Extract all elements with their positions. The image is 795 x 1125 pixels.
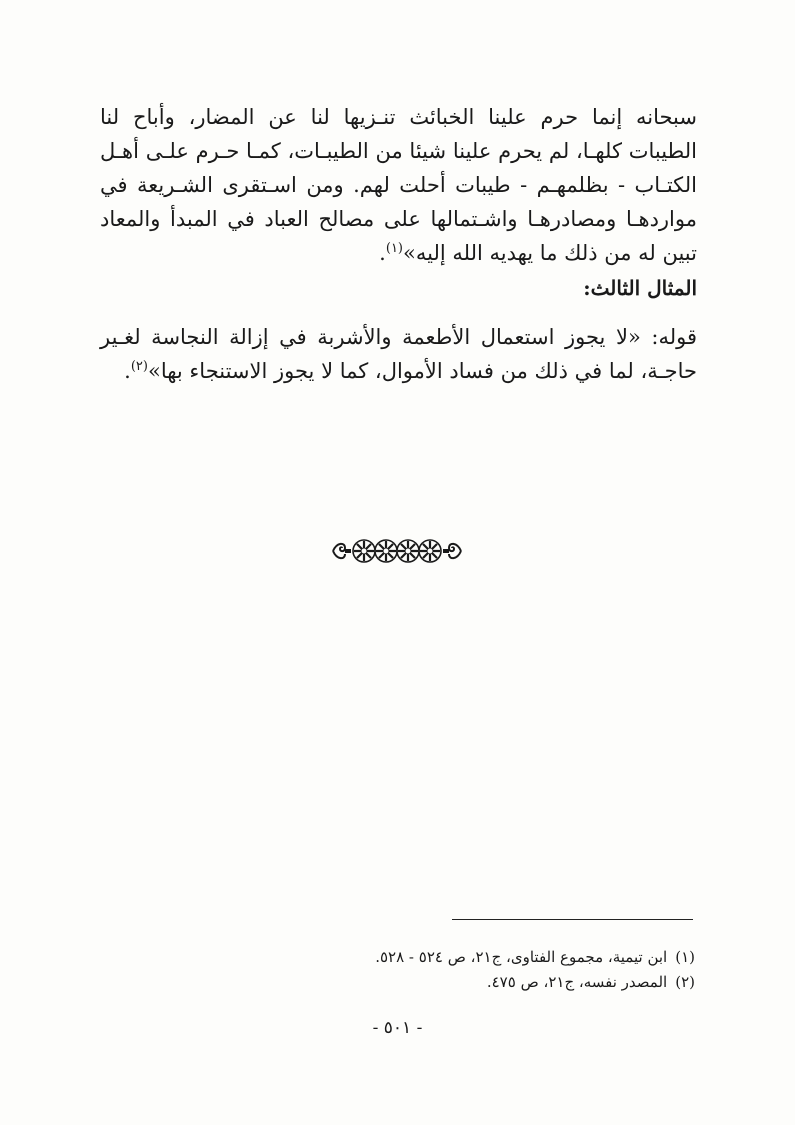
paragraph-2-text: قوله: «لا يجوز استعمال الأطعمة والأشربة في إزالة النجاسة لغـير حاجـة، لما في ذلك من فساد الأموال، كما لا يجوز الاستنجاء بها»	[100, 325, 697, 383]
footnote-ref-2: (٢)	[130, 359, 148, 374]
paragraph-1-end: .	[379, 241, 386, 265]
footnote-2	[195, 971, 695, 993]
page-number: - ٥٠١ -	[372, 1018, 423, 1038]
footnote-1-text: ابن تيمية، مجموع الفتاوى، ج٢١، ص ٥٢٤ - ٥٢٨.	[375, 948, 668, 966]
paragraph-1-text: سبحانه إنما حرم علينا الخبائث تنـزيها لنا عن المضار، وأباح لنا الطيبات كلهـا، لم يحرم علينا شيئا من الطيبـات، كمـا حـرم علـى أهـل الكتـاب - بظلمهـم - طيبات أحلت لهم. ومن اسـتقرى الشـريعة في مواردهـا ومصادرهـا واشـتمالها على مصالح العباد في المبدأ والمعاد تبين له من ذلك ما يهديه الله إليه»	[100, 105, 697, 265]
footnote-2-number: (٢)	[675, 973, 695, 991]
footnote-divider	[452, 919, 693, 920]
footnote-2-text: المصدر نفسه، ج٢١، ص ٤٧٥.	[486, 973, 668, 991]
footnote-1	[195, 946, 695, 968]
footnote-1-number: (١)	[675, 948, 695, 966]
section-heading: المثال الثالث:	[583, 276, 697, 300]
paragraph-1	[100, 100, 697, 270]
paragraph-2	[100, 320, 697, 388]
footnote-ref-1: (١)	[385, 241, 403, 256]
paragraph-2-end: .	[124, 359, 131, 383]
floral-divider-icon	[331, 536, 463, 566]
